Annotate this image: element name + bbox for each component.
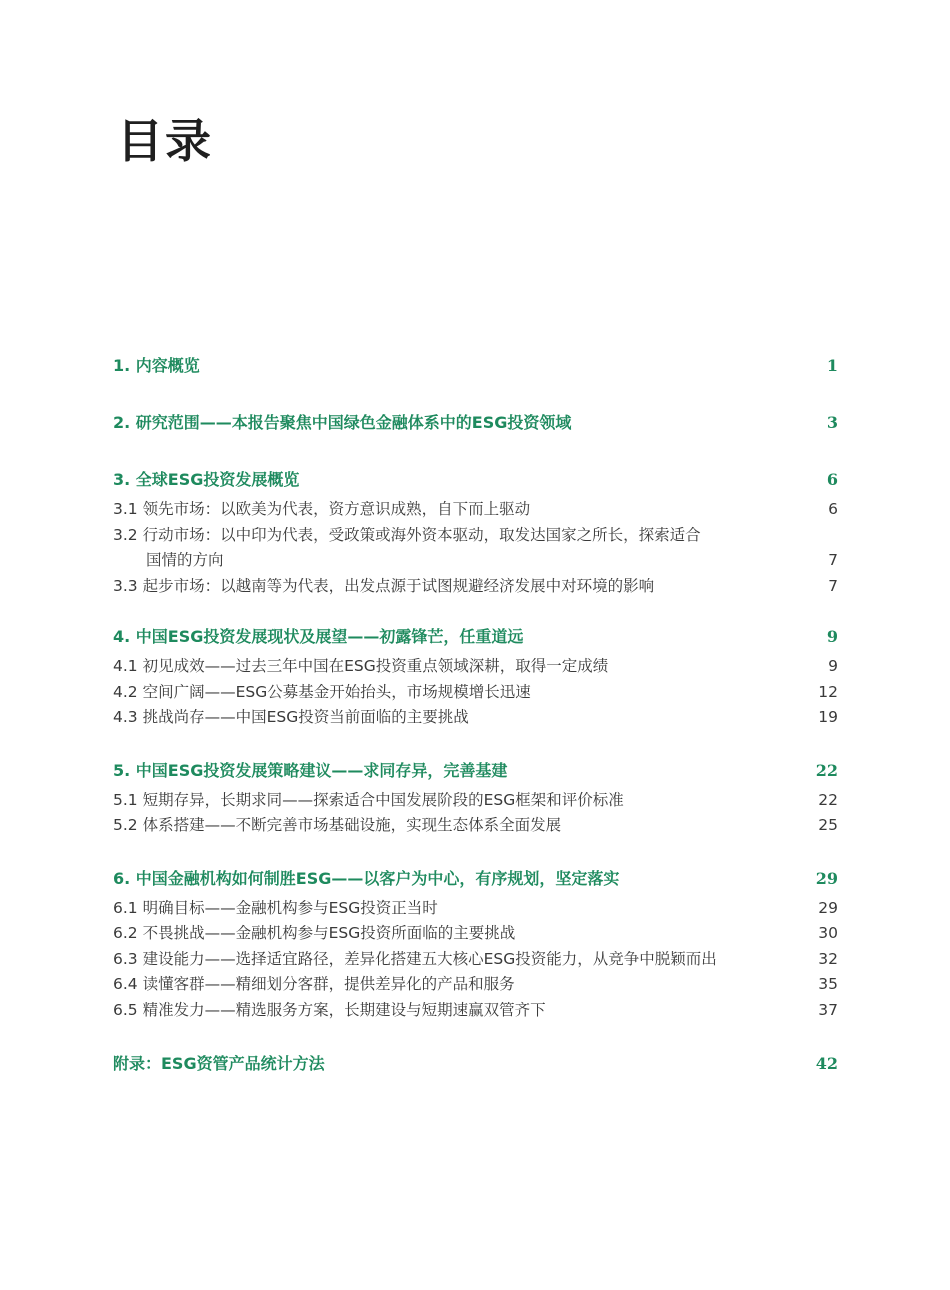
toc-page-number: 29: [815, 868, 838, 888]
toc-section-label: 6. 中国金融机构如何制胜ESG——以客户为中心，有序规划，坚定落实: [113, 868, 620, 888]
toc-page-number: 6: [828, 500, 838, 518]
toc-item-6-4[interactable]: [113, 972, 838, 998]
toc-section-label: 2. 研究范围——本报告聚焦中国绿色金融体系中的ESG投资领域: [113, 413, 572, 432]
toc-page-number: 7: [828, 551, 838, 569]
toc-page-number: 29: [818, 898, 838, 917]
toc-item-4-1[interactable]: [113, 654, 838, 680]
toc-page-number: 32: [818, 949, 838, 968]
toc-page-number: 19: [818, 708, 838, 726]
toc-item-label-wrapper: [113, 523, 803, 574]
toc-page-number: 9: [826, 627, 838, 646]
toc-item-label: 4.1 初见成效——过去三年中国在ESG投资重点领域深耕，取得一定成绩: [113, 657, 609, 675]
toc-page-number: 35: [818, 975, 838, 993]
toc-section-label: 1. 内容概览: [113, 356, 200, 375]
toc-item-5-2[interactable]: [113, 813, 838, 839]
toc-item-label: 4.2 空间广阔——ESG公募基金开始抬头，市场规模增长迅速: [113, 682, 531, 701]
toc-item-label: 6.5 精准发力——精选服务方案，长期建设与短期速赢双管齐下: [113, 1000, 546, 1019]
toc-page-number: 6: [826, 470, 838, 489]
toc-item-label: 6.1 明确目标——金融机构参与ESG投资正当时: [113, 898, 438, 917]
toc-item-3-1[interactable]: [113, 497, 838, 523]
toc-page-number: 25: [818, 816, 838, 834]
page-title: 目录: [117, 114, 213, 168]
toc-section-label: 5. 中国ESG投资发展策略建议——求同存异，完善基建: [113, 760, 508, 780]
toc-item-3-2[interactable]: [113, 523, 838, 574]
toc-page-number: 37: [818, 1000, 838, 1019]
table-of-contents: [113, 352, 838, 1078]
toc-item-label: 6.3 建设能力——选择适宜路径，差异化搭建五大核心ESG投资能力，从竞争中脱颖而出: [113, 949, 717, 968]
toc-item-label: 3.1 领先市场：以欧美为代表，资方意识成熟，自下而上驱动: [113, 500, 531, 518]
toc-appendix[interactable]: [113, 1050, 838, 1078]
toc-item-label: 6.4 读懂客群——精细划分客群，提供差异化的产品和服务: [113, 975, 515, 993]
toc-page-number: 30: [818, 924, 838, 942]
toc-section-6[interactable]: [113, 865, 838, 893]
toc-section-2[interactable]: [113, 409, 838, 437]
toc-item-6-1[interactable]: [113, 896, 838, 922]
toc-page-number: 3: [826, 413, 838, 432]
toc-section-1[interactable]: [113, 352, 838, 380]
toc-item-label: 4.3 挑战尚存——中国ESG投资当前面临的主要挑战: [113, 708, 469, 726]
toc-section-4[interactable]: [113, 623, 838, 651]
toc-section-label: 3. 全球ESG投资发展概览: [113, 470, 300, 489]
toc-page-number: 22: [815, 760, 838, 780]
toc-section-label: 附录：ESG资管产品统计方法: [113, 1054, 325, 1073]
toc-item-6-3[interactable]: [113, 947, 838, 973]
toc-page-number: 22: [818, 790, 838, 809]
toc-item-3-3[interactable]: [113, 574, 838, 600]
toc-page-number: 12: [818, 682, 838, 701]
toc-page-number: 7: [828, 576, 838, 595]
toc-page-number: 42: [815, 1054, 838, 1073]
toc-item-label: 6.2 不畏挑战——金融机构参与ESG投资所面临的主要挑战: [113, 924, 516, 942]
toc-item-4-2[interactable]: [113, 680, 838, 706]
toc-page-number: 1: [826, 356, 838, 375]
toc-page-number: 9: [828, 657, 838, 675]
toc-item-label: 5.1 短期存异，长期求同——探索适合中国发展阶段的ESG框架和评价标准: [113, 790, 624, 809]
toc-item-label-continued: 国情的方向: [146, 551, 224, 569]
toc-item-label: 3.2 行动市场：以中印为代表，受政策或海外资本驱动，取发达国家之所长，探索适合: [113, 525, 701, 544]
toc-section-5[interactable]: [113, 757, 838, 785]
toc-item-label: 3.3 起步市场：以越南等为代表，出发点源于试图规避经济发展中对环境的影响: [113, 576, 655, 595]
toc-item-5-1[interactable]: [113, 788, 838, 814]
toc-section-3[interactable]: [113, 466, 838, 494]
toc-item-6-2[interactable]: [113, 921, 838, 947]
toc-item-6-5[interactable]: [113, 998, 838, 1024]
toc-item-label: 5.2 体系搭建——不断完善市场基础设施，实现生态体系全面发展: [113, 816, 562, 834]
toc-item-4-3[interactable]: [113, 705, 838, 731]
toc-section-label: 4. 中国ESG投资发展现状及展望——初露锋芒，任重道远: [113, 627, 524, 646]
